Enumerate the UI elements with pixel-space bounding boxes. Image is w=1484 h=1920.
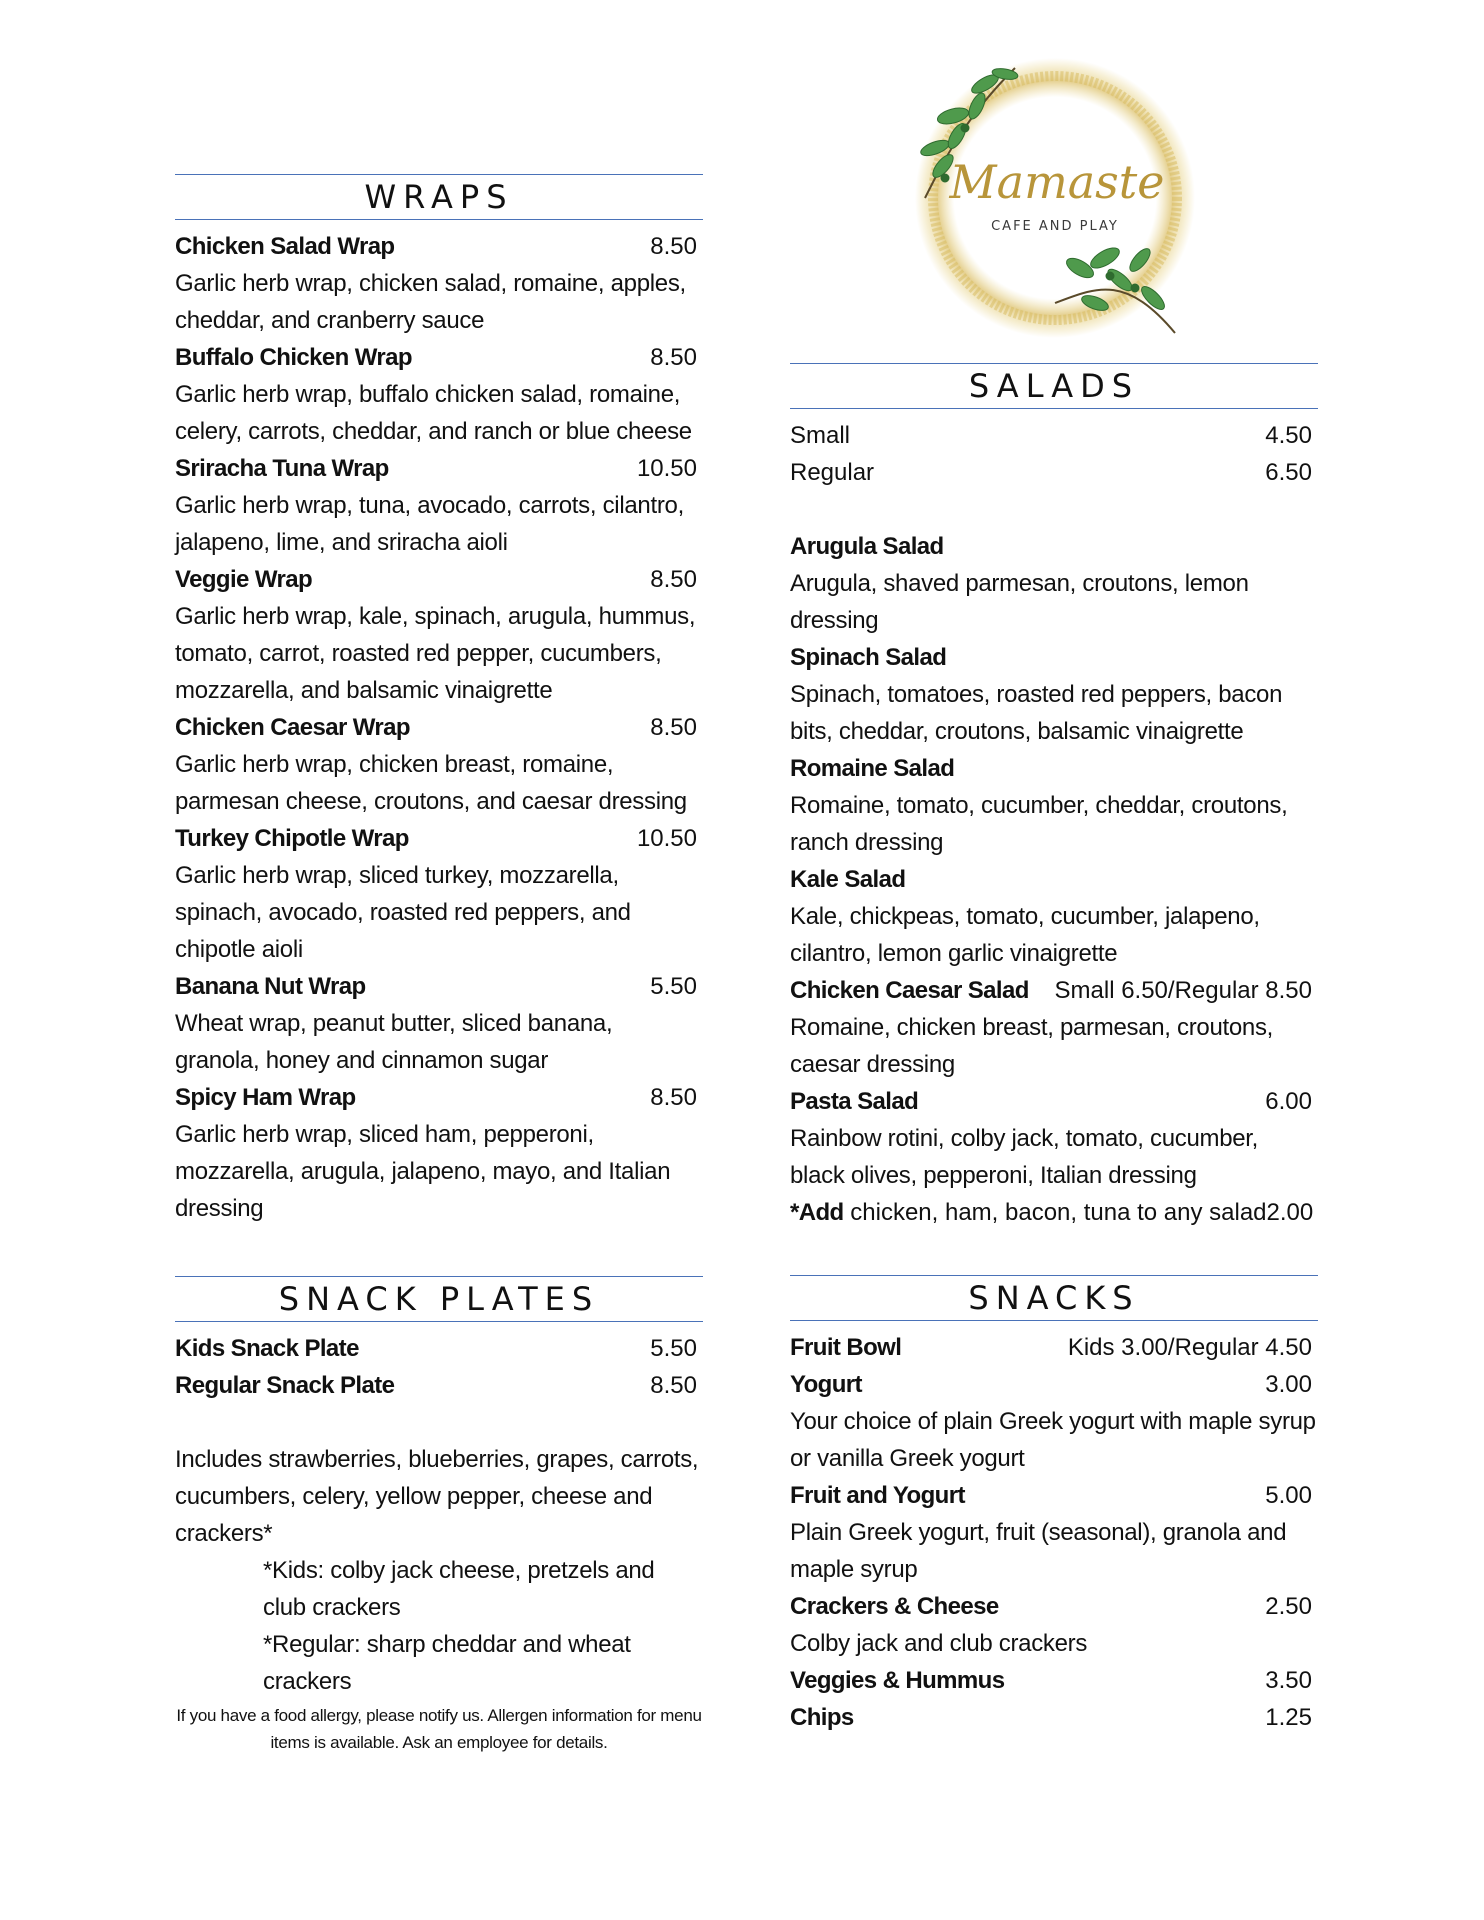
menu-item	[790, 528, 1318, 639]
item-price: 3.00	[1265, 1371, 1312, 1398]
item-price: 1.25	[1265, 1704, 1312, 1731]
item-description: Romaine, tomato, cucumber, cheddar, croutons, ranch dressing	[790, 792, 1288, 856]
size-price: 6.50	[1265, 459, 1312, 486]
snacks-title: SNACKS	[790, 1275, 1318, 1321]
item-price: Kids 3.00/Regular 4.50	[1067, 1334, 1312, 1361]
item-description: Wheat wrap, peanut butter, sliced banana, granola, honey and cinnamon sugar	[175, 1010, 613, 1074]
snack-plate-includes: Includes strawberries, blueberries, grapes, carrots, cucumbers, celery, yellow pepper, cheese and crackers*	[175, 1446, 699, 1547]
size-option	[790, 454, 1318, 491]
allergy-notice: If you have a food allergy, please notify us. Allergen information for menu items is available. Ask an employee for details.	[176, 1706, 702, 1752]
menu-item	[790, 861, 1318, 972]
menu-item	[790, 750, 1318, 861]
item-name: Chicken Caesar Wrap	[175, 714, 410, 741]
item-name: Spicy Ham Wrap	[175, 1084, 356, 1111]
item-price: 8.50	[650, 566, 697, 593]
add-on-price: 2.00	[1266, 1199, 1314, 1226]
item-description: Rainbow rotini, colby jack, tomato, cucumber, black olives, pepperoni, Italian dressing	[790, 1125, 1259, 1189]
item-price: 8.50	[650, 233, 697, 260]
item-name: Chips	[790, 1704, 854, 1731]
menu-item	[790, 1588, 1318, 1662]
salads-section	[790, 363, 1318, 1231]
item-name: Sriracha Tuna Wrap	[175, 455, 389, 482]
size-name: Small	[790, 422, 851, 449]
item-description: Garlic herb wrap, kale, spinach, arugula, hummus, tomato, carrot, roasted red pepper, cucumbers, mozzarella, and balsamic vinaigrette	[175, 603, 696, 704]
wraps-title: WRAPS	[175, 174, 703, 220]
logo-name: Mamaste	[949, 155, 1165, 209]
menu-item	[175, 968, 703, 1079]
item-name: Kids Snack Plate	[175, 1335, 359, 1362]
menu-item	[790, 1477, 1318, 1588]
item-price: 8.50	[650, 1372, 697, 1399]
menu-item	[790, 1699, 1318, 1736]
item-name: Kale Salad	[790, 866, 906, 893]
menu-item	[175, 339, 703, 450]
menu-item	[175, 1330, 703, 1367]
salad-add-on	[790, 1194, 1318, 1231]
kids-plate-note: *Kids: colby jack cheese, pretzels and club crackers	[263, 1557, 655, 1621]
item-name: Romaine Salad	[790, 755, 955, 782]
salads-title: SALADS	[790, 363, 1318, 409]
item-name: Fruit Bowl	[790, 1334, 902, 1361]
item-price: 6.00	[1265, 1088, 1312, 1115]
regular-plate-note: *Regular: sharp cheddar and wheat crackers	[263, 1631, 631, 1695]
menu-item	[175, 561, 703, 709]
item-description: Kale, chickpeas, tomato, cucumber, jalapeno, cilantro, lemon garlic vinaigrette	[790, 903, 1260, 967]
item-name: Regular Snack Plate	[175, 1372, 395, 1399]
item-name: Turkey Chipotle Wrap	[175, 825, 409, 852]
item-description: Garlic herb wrap, sliced turkey, mozzarella, spinach, avocado, roasted red peppers, and chipotle aioli	[175, 862, 631, 963]
menu-item	[790, 972, 1318, 1083]
item-price: Small 6.50/Regular 8.50	[1054, 977, 1312, 1004]
cafe-logo	[905, 48, 1205, 348]
item-description: Garlic herb wrap, tuna, avocado, carrots, cilantro, jalapeno, lime, and sriracha aioli	[175, 492, 684, 556]
menu-item	[175, 820, 703, 968]
size-option	[790, 417, 1318, 454]
item-price: 5.50	[650, 973, 697, 1000]
menu-item	[175, 709, 703, 820]
item-description: Romaine, chicken breast, parmesan, croutons, caesar dressing	[790, 1014, 1274, 1078]
item-price: 5.00	[1265, 1482, 1312, 1509]
item-name: Veggies & Hummus	[790, 1667, 1005, 1694]
item-description: Arugula, shaved parmesan, croutons, lemon dressing	[790, 570, 1249, 634]
item-description: Spinach, tomatoes, roasted red peppers, bacon bits, cheddar, croutons, balsamic vinaigrette	[790, 681, 1283, 745]
item-price: 5.50	[650, 1335, 697, 1362]
item-name: Chicken Caesar Salad	[790, 977, 1029, 1004]
item-price: 8.50	[650, 1084, 697, 1111]
menu-item	[175, 1079, 703, 1227]
size-name: Regular	[790, 459, 875, 486]
menu-item	[790, 1083, 1318, 1194]
add-on-text: chicken, ham, bacon, tuna to any salad	[843, 1199, 1267, 1226]
item-name: Crackers & Cheese	[790, 1593, 999, 1620]
item-description: Your choice of plain Greek yogurt with maple syrup or vanilla Greek yogurt	[790, 1408, 1316, 1472]
snack-plates-title: SNACK PLATES	[175, 1276, 703, 1322]
menu-item	[790, 1329, 1318, 1366]
menu-item	[175, 228, 703, 339]
item-price: 8.50	[650, 344, 697, 371]
item-description: Colby jack and club crackers	[790, 1630, 1088, 1657]
item-name: Buffalo Chicken Wrap	[175, 344, 412, 371]
snacks-section	[790, 1275, 1318, 1736]
snack-plates-section	[175, 1276, 703, 1756]
item-name: Banana Nut Wrap	[175, 973, 366, 1000]
menu-item	[790, 1366, 1318, 1477]
item-name: Fruit and Yogurt	[790, 1482, 965, 1509]
item-price: 2.50	[1265, 1593, 1312, 1620]
item-price: 10.50	[636, 455, 697, 482]
item-name: Veggie Wrap	[175, 566, 313, 593]
item-description: Plain Greek yogurt, fruit (seasonal), granola and maple syrup	[790, 1519, 1287, 1583]
item-price: 8.50	[650, 714, 697, 741]
item-price: 10.50	[636, 825, 697, 852]
item-name: Yogurt	[790, 1371, 862, 1398]
wraps-list	[175, 228, 703, 1227]
item-description: Garlic herb wrap, chicken breast, romaine, parmesan cheese, croutons, and caesar dressing	[175, 751, 687, 815]
item-name: Arugula Salad	[790, 533, 944, 560]
item-description: Garlic herb wrap, buffalo chicken salad, romaine, celery, carrots, cheddar, and ranch or blue cheese	[175, 381, 692, 445]
item-price: 3.50	[1265, 1667, 1312, 1694]
item-description: Garlic herb wrap, sliced ham, pepperoni, mozzarella, arugula, jalapeno, mayo, and Italian dressing	[175, 1121, 671, 1222]
menu-item	[175, 450, 703, 561]
size-price: 4.50	[1265, 422, 1312, 449]
menu-item	[175, 1367, 703, 1404]
item-name: Spinach Salad	[790, 644, 947, 671]
item-description: Garlic herb wrap, chicken salad, romaine, apples, cheddar, and cranberry sauce	[175, 270, 686, 334]
add-on-label: *Add	[790, 1199, 844, 1226]
item-name: Pasta Salad	[790, 1088, 919, 1115]
menu-item	[790, 1662, 1318, 1699]
logo-tagline: CAFE AND PLAY	[991, 219, 1119, 234]
wraps-section	[175, 174, 703, 1227]
item-name: Chicken Salad Wrap	[175, 233, 395, 260]
menu-item	[790, 639, 1318, 750]
